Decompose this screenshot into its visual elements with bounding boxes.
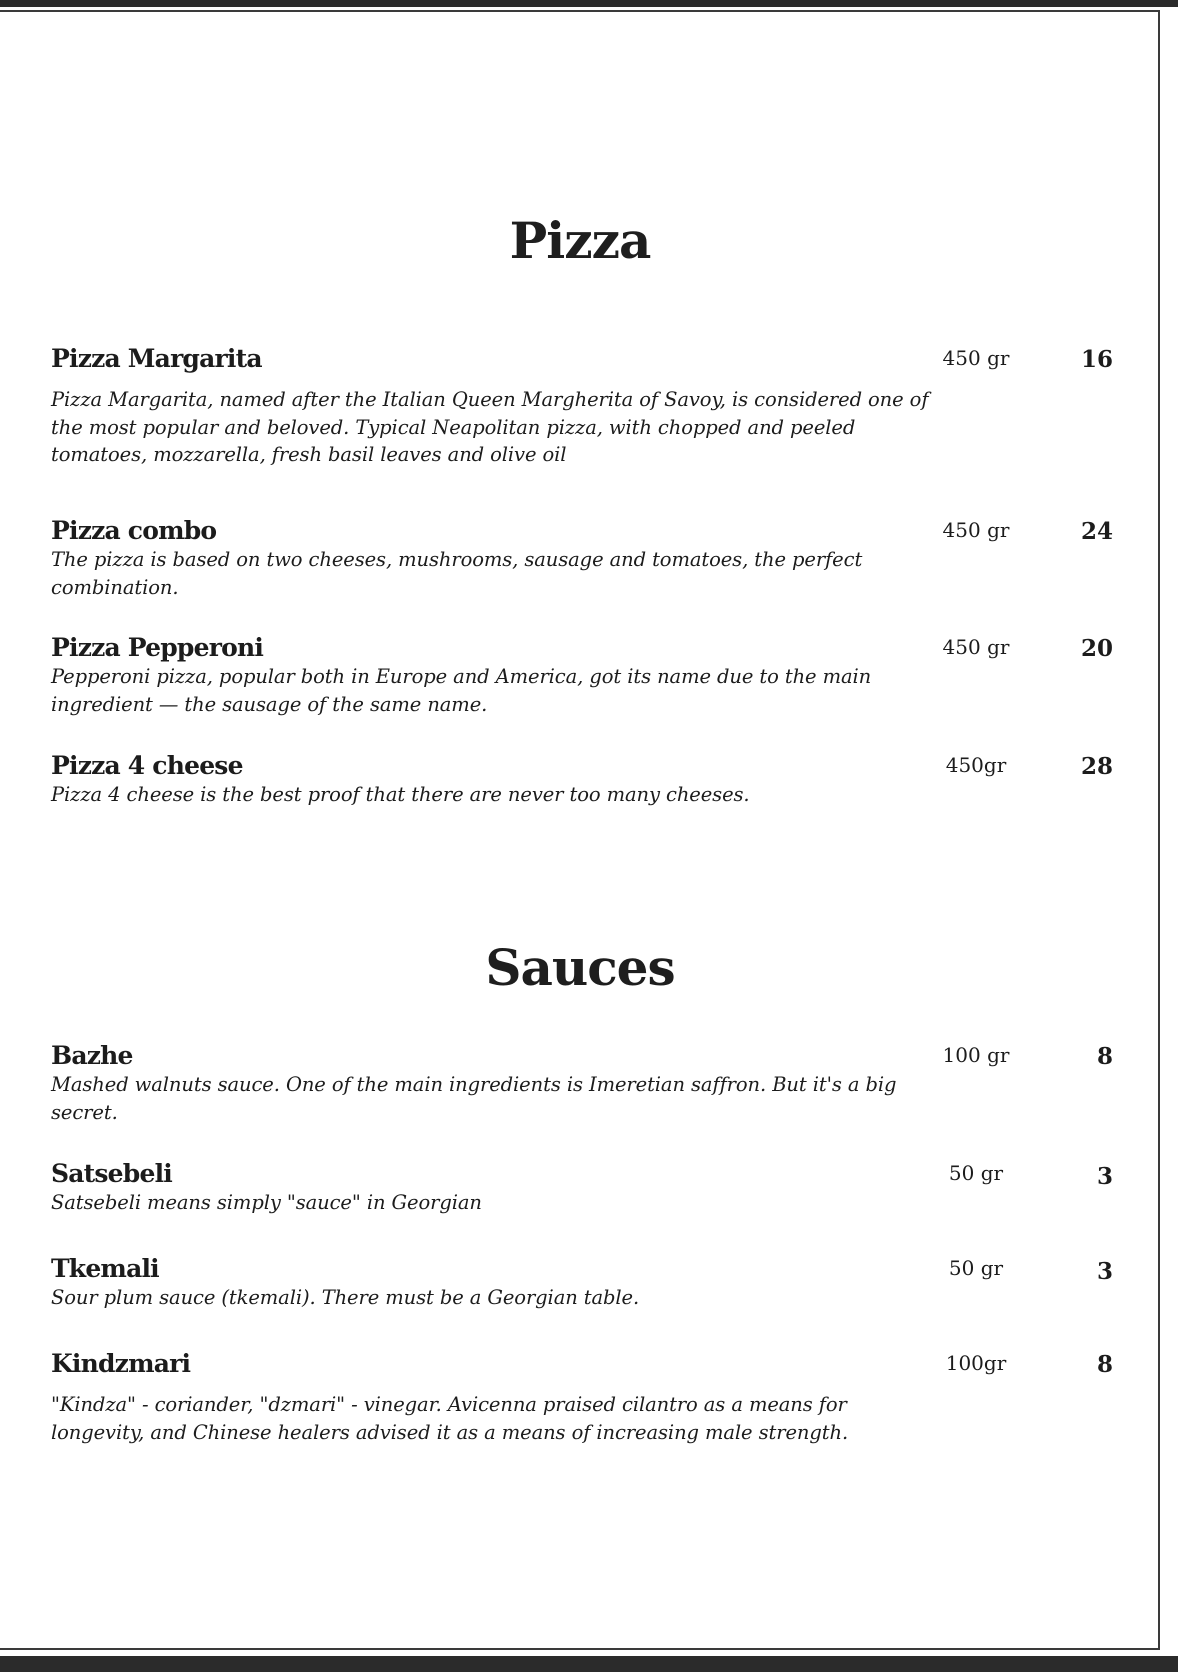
item-description: The pizza is based on two cheeses, mushrooms, sausage and tomatoes, the perfect combination. [51, 548, 863, 599]
item-description: Pepperoni pizza, popular both in Europe and America, got its name due to the main ingredient — the sausage of the same name. [51, 665, 872, 716]
item-price: 8 [1096, 1043, 1113, 1070]
item-description: Mashed walnuts sauce. One of the main ingredients is Imeretian saffron. But it's a big secret. [51, 1073, 897, 1124]
item-weight: 450 gr [942, 635, 1010, 659]
item-description: Satsebeli means simply "sauce" in Georgian [51, 1191, 482, 1214]
item-price: 20 [1080, 635, 1113, 662]
item-name: Tkemali [51, 1254, 159, 1283]
item-description: Pizza 4 cheese is the best proof that there are never too many cheeses. [51, 783, 750, 806]
top-border-bar [0, 0, 1178, 7]
item-name: Pizza Pepperoni [51, 633, 264, 662]
item-price: 16 [1080, 346, 1113, 373]
bottom-border-bar [0, 1656, 1178, 1672]
item-weight: 450 gr [942, 518, 1010, 542]
item-name: Pizza Margarita [51, 344, 262, 373]
item-price: 3 [1096, 1258, 1113, 1285]
item-price: 28 [1080, 753, 1113, 780]
item-name: Pizza 4 cheese [51, 751, 243, 780]
item-weight: 100gr [945, 1351, 1007, 1375]
item-name: Pizza combo [51, 516, 217, 545]
item-description: Pizza Margarita, named after the Italian Queen Margherita of Savoy, is considered one of the most popular and beloved. Typical Neapolitan pizza, with chopped and peeled tomatoes, mozzarella, fresh basil leaves and olive oil [51, 388, 929, 466]
item-name: Bazhe [51, 1041, 133, 1070]
section-title-sauces: Sauces [485, 938, 675, 997]
item-weight: 50 gr [948, 1256, 1004, 1280]
item-weight: 450 gr [942, 346, 1010, 370]
item-price: 24 [1080, 518, 1113, 545]
item-name: Kindzmari [51, 1349, 191, 1378]
item-price: 8 [1096, 1351, 1113, 1378]
item-price: 3 [1096, 1163, 1113, 1190]
item-weight: 50 gr [948, 1161, 1004, 1185]
item-name: Satsebeli [51, 1159, 172, 1188]
item-description: Sour plum sauce (tkemali). There must be a Georgian table. [51, 1286, 640, 1309]
item-description: "Kindza" - coriander, "dzmari" - vinegar. Avicenna praised cilantro as a means for longevity, and Chinese healers advised it as a means of increasing male strength. [51, 1393, 849, 1444]
item-weight: 100 gr [942, 1043, 1010, 1067]
section-title-pizza: Pizza [509, 211, 651, 270]
item-weight: 450gr [945, 753, 1007, 777]
